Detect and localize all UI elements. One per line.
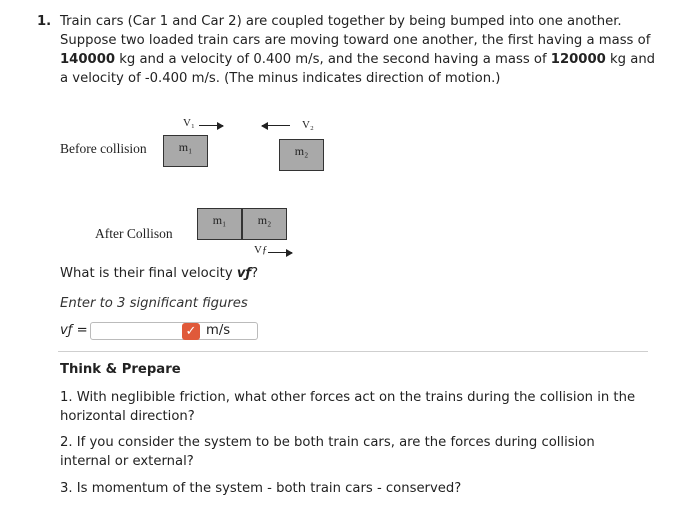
check-icon[interactable]: ✓	[182, 323, 200, 340]
car2-after: m₂	[242, 208, 287, 240]
car1-before: m₁	[163, 135, 208, 167]
final-velocity-prompt: What is their final velocity vƒ?	[60, 266, 259, 281]
sig-figs-instruction: Enter to 3 significant figures	[60, 296, 248, 311]
question-text: Train cars (Car 1 and Car 2) are coupled together by being bumped into one another. Suppose two loaded train cars are moving toward one another, the first having a mass of 140000 kg and a velocity of 0.400 m/s, and the second having a mass of 120000 kg and a velocity of -0.400 m/s. (The minus indicates direction of motion.)	[60, 14, 656, 86]
think-prepare-title: Think & Prepare	[60, 362, 181, 377]
section-divider	[58, 351, 648, 352]
vf-label: Vƒ	[254, 244, 268, 256]
think-item-3: 3. Is momentum of the system - both train cars - conserved?	[60, 481, 462, 496]
think-item-1: 1. With neglibible friction, what other forces act on the trains during the collision in the horizontal direction?	[60, 390, 636, 424]
car2-before: m₂	[279, 139, 324, 171]
final-velocity-input[interactable]	[90, 322, 258, 340]
v2-label: V₂	[302, 119, 314, 131]
mass1-value: 140000	[60, 52, 116, 67]
v1-arrow-icon	[199, 125, 223, 126]
question-number: 1.	[37, 14, 52, 29]
answer-unit: m/s	[206, 323, 231, 338]
answer-label: vƒ =	[60, 323, 88, 338]
mass2-value: 120000	[550, 52, 606, 67]
after-collision-label: After Collison	[95, 226, 173, 241]
v1-label: V₁	[183, 117, 195, 129]
car1-after: m₁	[197, 208, 242, 240]
v2-arrow-icon	[262, 125, 290, 126]
vf-arrow-icon	[268, 252, 292, 253]
before-collision-label: Before collision	[60, 141, 147, 156]
think-item-2: 2. If you consider the system to be both train cars, are the forces during collision internal or external?	[60, 435, 595, 469]
